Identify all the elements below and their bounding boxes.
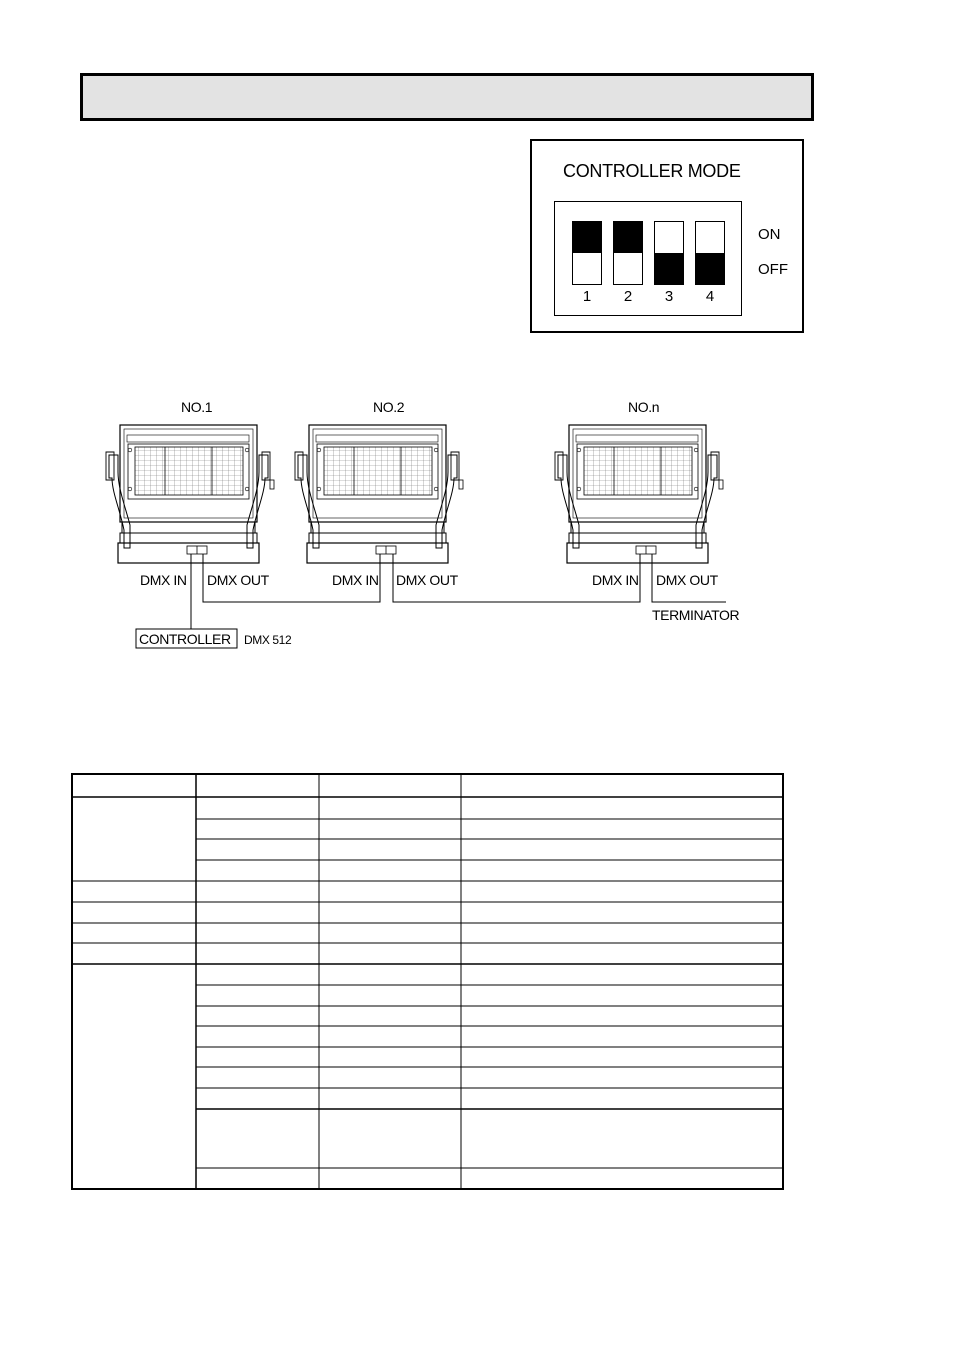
dmx-channel-table — [71, 773, 784, 1190]
dip-switch-2-lever — [614, 222, 642, 253]
fixture-n-dmx-out-label: DMX OUT — [656, 572, 718, 588]
dip-switch-2-number: 2 — [623, 288, 633, 305]
dip-switch-4-number: 4 — [705, 288, 715, 305]
dmx-512-label: DMX 512 — [244, 633, 292, 647]
dip-switch-4-lever — [696, 253, 724, 284]
dip-switch-1-number: 1 — [582, 288, 592, 305]
fixture-1-dmx-out-label: DMX OUT — [207, 572, 269, 588]
fixture-1-drawing — [106, 425, 274, 563]
dmx-wiring-diagram — [0, 380, 954, 680]
section-title-bar — [80, 73, 814, 121]
fixture-1-label: NO.1 — [181, 399, 213, 415]
dip-switch-1-lever — [573, 222, 601, 253]
dip-switch-3 — [654, 221, 684, 305]
fixture-2-label: NO.2 — [373, 399, 405, 415]
controller-label: CONTROLLER — [139, 631, 231, 647]
dip-switch-block — [554, 201, 742, 316]
fixture-n-dmx-in-label: DMX IN — [592, 572, 639, 588]
off-label: OFF — [758, 261, 788, 278]
dmx-cable-lines — [191, 554, 726, 629]
dip-switch-3-number: 3 — [664, 288, 674, 305]
terminator-label: TERMINATOR — [652, 607, 740, 623]
controller-mode-title: CONTROLLER MODE — [563, 161, 741, 181]
fixture-2-dmx-in-label: DMX IN — [332, 572, 379, 588]
on-label: ON — [758, 226, 781, 243]
fixture-1-dmx-in-label: DMX IN — [140, 572, 187, 588]
fixture-n-drawing — [555, 425, 723, 563]
controller-mode-panel — [530, 139, 804, 333]
fixture-n-label: NO.n — [628, 399, 660, 415]
dip-switch-1 — [572, 221, 602, 305]
fixture-2-drawing — [295, 425, 463, 563]
fixture-2-dmx-out-label: DMX OUT — [396, 572, 458, 588]
dip-switch-4 — [695, 221, 725, 305]
dip-switch-3-lever — [655, 253, 683, 284]
dmx-table-grid — [73, 775, 782, 1188]
dip-switch-2 — [613, 221, 643, 305]
